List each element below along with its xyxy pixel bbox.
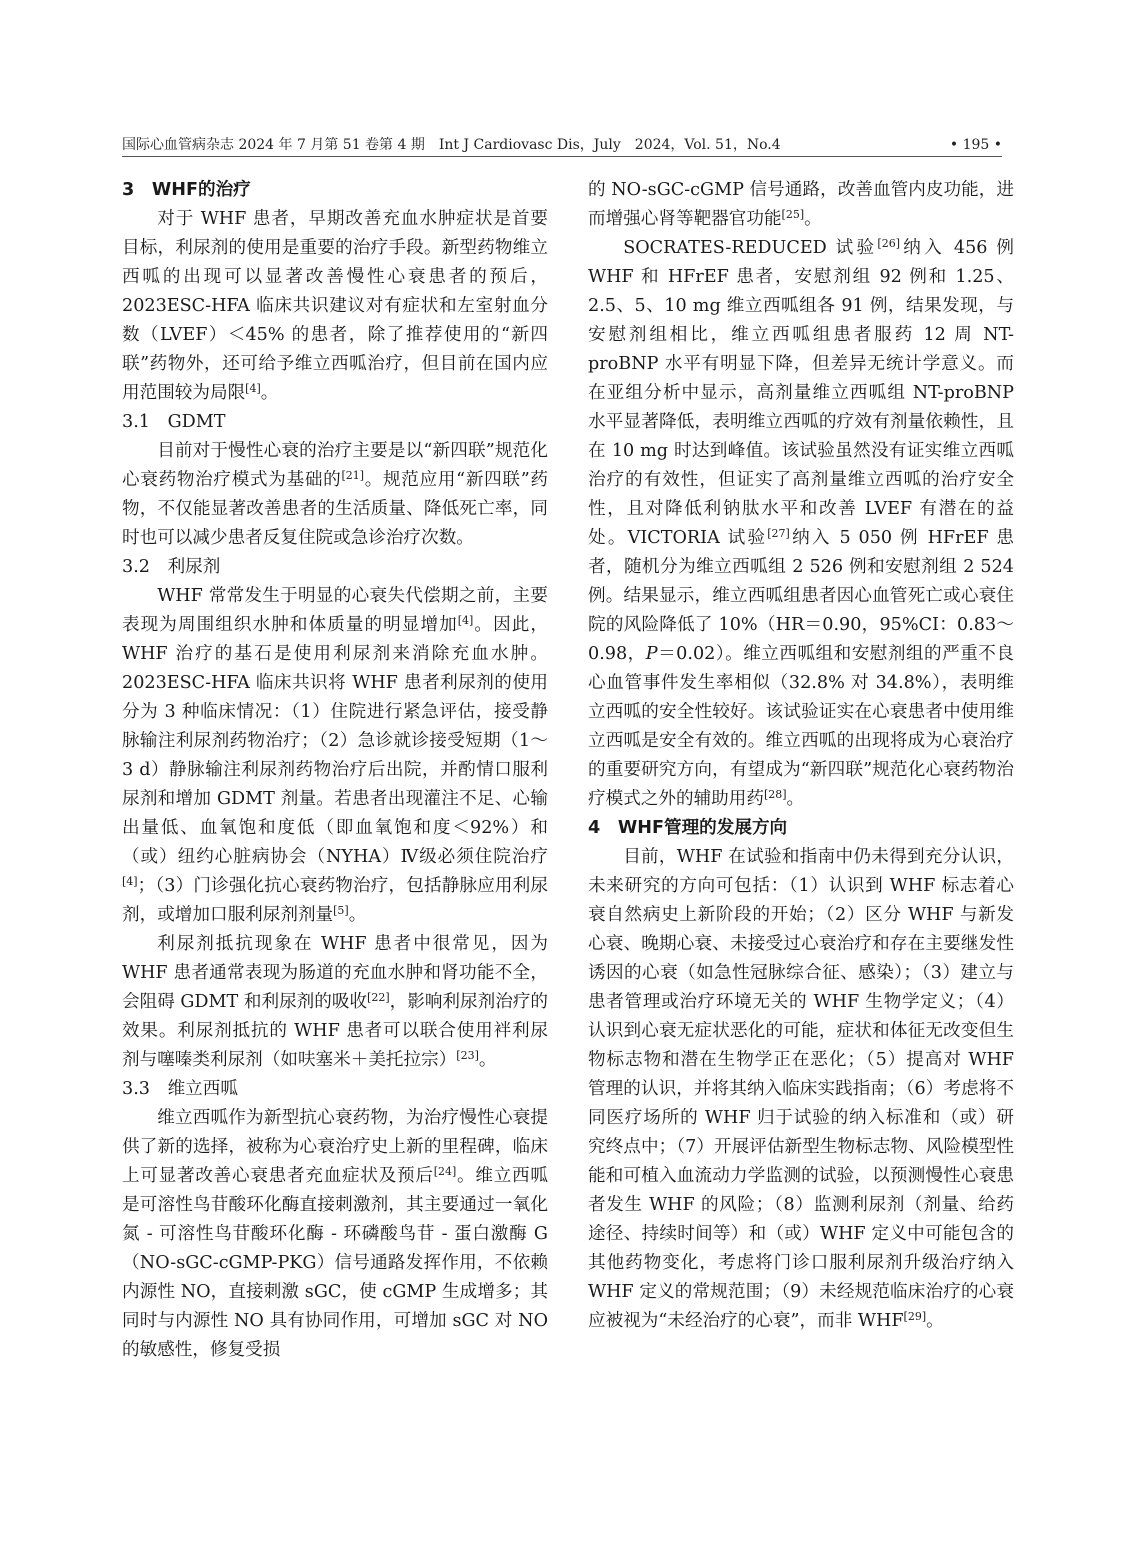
citation-ref[interactable]: [23] bbox=[456, 1049, 479, 1062]
paragraph: 利尿剂抵抗现象在 WHF 患者中很常见，因为 WHF 患者通常表现为肠道的充血水肿和肾功能不全，会阻碍 GDMT 和利尿剂的吸收[22]，影响利尿剂治疗的效果。利尿剂抵抗的 WHF 患者可以联合使用袢利尿剂与噻嗪类利尿剂（如呋塞米＋美托拉宗）[23]。 bbox=[122, 934, 548, 1070]
citation-ref[interactable]: [27] bbox=[767, 527, 790, 540]
subsection-heading-3-3: 3.3 维立西呱 bbox=[122, 1079, 238, 1099]
paragraph: 对于 WHF 患者，早期改善充血水肿症状是首要目标，利尿剂的使用是重要的治疗手段。新型药物维立西呱的出现可以显著改善慢性心衰患者的预后，2023ESC-HFA 临床共识建议对有症状和左室射血分数（LVEF）＜45% 的患者，除了推荐使用的“新四联”药物外，还可给予维立西呱治疗，但目前在国内应用范围较为局限[4]。 bbox=[122, 209, 548, 403]
citation-ref[interactable]: [26] bbox=[877, 237, 900, 250]
citation-ref[interactable]: [22] bbox=[367, 991, 390, 1004]
subsection-heading-3-2: 3.2 利尿剂 bbox=[122, 557, 221, 577]
left-column bbox=[122, 176, 548, 1365]
journal-citation: 国际心血管病杂志 2024 年 7 月第 51 卷第 4 期 Int J Cardiovasc Dis，July 2024，Vol. 51，No.4 bbox=[122, 137, 781, 153]
section-heading-4: 4 WHF管理的发展方向 bbox=[588, 818, 788, 838]
citation-ref[interactable]: [29] bbox=[903, 1310, 927, 1323]
citation-ref[interactable]: [24] bbox=[433, 1165, 457, 1178]
paragraph-continued: 的 NO-sGC-cGMP 信号通路，改善血管内皮功能，进而增强心肾等靶器官功能[25]。 bbox=[588, 180, 1014, 229]
right-column bbox=[588, 176, 1014, 1336]
paragraph: 维立西呱作为新型抗心衰药物，为治疗慢性心衰提供了新的选择，被称为心衰治疗史上新的里程碑，临床上可显著改善心衰患者充血症状及预后[24]。维立西呱是可溶性鸟苷酸环化酶直接刺激剂，其主要通过一氧化氮 - 可溶性鸟苷酸环化酶 - 环磷酸鸟苷 - 蛋白激酶 G（NO-sGC-cGMP-PKG）信号通路发挥作用，不依赖内源性 NO，直接刺激 sGC，使 cGMP 生成增多；其同时与内源性 NO 具有协同作用，可增加 sGC 对 NO 的敏感性，修复受损 bbox=[122, 1108, 548, 1360]
citation-ref[interactable]: [4] bbox=[457, 614, 474, 627]
paragraph: WHF 常常发生于明显的心衰失代偿期之前，主要表现为周围组织水肿和体质量的明显增加[4]。因此，WHF 治疗的基石是使用利尿剂来消除充血水肿。2023ESC-HFA 临床共识将 WHF 患者利尿剂的使用分为 3 种临床情况：（1）住院进行紧急评估，接受静脉输注利尿剂药物治疗；（2）急诊就诊接受短期（1～3 d）静脉输注利尿剂药物治疗后出院，并酌情口服利尿剂和增加 GDMT 剂量。若患者出现灌注不足、心输出量低、血氧饱和度低（即血氧饱和度＜92%）和（或）纽约心脏病协会（NYHA）Ⅳ级必须住院治疗[4]；（3）门诊强化抗心衰药物治疗，包括静脉应用利尿剂，或增加口服利尿剂剂量[5]。 bbox=[122, 586, 548, 925]
running-header bbox=[122, 134, 1002, 157]
paragraph: 目前对于慢性心衰的治疗主要是以“新四联”规范化心衰药物治疗模式为基础的[21]。规范应用“新四联”药物，不仅能显著改善患者的生活质量、降低死亡率，同时也可以减少患者反复住院或急诊治疗次数。 bbox=[122, 441, 548, 548]
paragraph: SOCRATES-REDUCED 试验[26]纳入 456 例 WHF 和 HFrEF 患者，安慰剂组 92 例和 1.25、2.5、5、10 mg 维立西呱组各 91 例，结果发现，与安慰剂组相比，维立西呱组患者服药 12 周 NT-proBNP 水平有明显下降，但差异无统计学意义。而在亚组分析中显示，高剂量维立西呱组 NT-proBNP 水平显著降低，表明维立西呱的疗效有剂量依赖性，且在 10 mg 时达到峰值。该试验虽然没有证实维立西呱治疗的有效性，但证实了高剂量维立西呱的治疗安全性，且对降低利钠肽水平和改善 LVEF 有潜在的益处。VICTORIA 试验[27]纳入 5 050 例 HFrEF 患者，随机分为维立西呱组 2 526 例和安慰剂组 2 524 例。结果显示，维立西呱组患者因心血管死亡或心衰住院的风险降低了 10%（HR＝0.90，95%CI：0.83～0.98，P＝0.02）。维立西呱组和安慰剂组的严重不良心血管事件发生率相似（32.8% 对 34.8%），表明维立西呱的安全性较好。该试验证实在心衰患者中使用维立西呱是安全有效的。维立西呱的出现将成为心衰治疗的重要研究方向，有望成为“新四联”规范化心衰药物治疗模式之外的辅助用药[28]。 bbox=[588, 237, 1014, 809]
citation-ref[interactable]: [25] bbox=[781, 208, 805, 221]
subsection-heading-3-1: 3.1 GDMT bbox=[122, 412, 226, 432]
citation-ref[interactable]: [21] bbox=[341, 469, 365, 482]
citation-ref[interactable]: [28] bbox=[763, 788, 787, 801]
section-heading-3: 3 WHF的治疗 bbox=[122, 180, 251, 200]
citation-ref[interactable]: [4] bbox=[122, 875, 138, 888]
citation-ref[interactable]: [4] bbox=[245, 382, 261, 395]
page-number: • 195 • bbox=[949, 137, 1002, 153]
paragraph: 目前，WHF 在试验和指南中仍未得到充分认识，未来研究的方向可包括：（1）认识到 WHF 标志着心衰自然病史上新阶段的开始；（2）区分 WHF 与新发心衰、晚期心衰、未接受过心衰治疗和存在主要继发性诱因的心衰（如急性冠脉综合征、感染）；（3）建立与患者管理或治疗环境无关的 WHF 生物学定义；（4）认识到心衰无症状恶化的可能，症状和体征无改变但生物标志物和潜在生物学正在恶化；（5）提高对 WHF 管理的认识，并将其纳入临床实践指南；（6）考虑将不同医疗场所的 WHF 归于试验的纳入标准和（或）研究终点中；（7）开展评估新型生物标志物、风险模型性能和可植入血流动力学监测的试验，以预测慢性心衰患者发生 WHF 的风险；（8）监测利尿剂（剂量、给药途径、持续时间等）和（或）WHF 定义中可能包含的其他药物变化，考虑将门诊口服利尿剂升级治疗纳入 WHF 定义的常规范围；（9）未经规范临床治疗的心衰应被视为“未经治疗的心衰”，而非 WHF[29]。 bbox=[588, 847, 1014, 1331]
citation-ref[interactable]: [5] bbox=[333, 904, 349, 917]
p-value-symbol: P bbox=[645, 644, 658, 664]
